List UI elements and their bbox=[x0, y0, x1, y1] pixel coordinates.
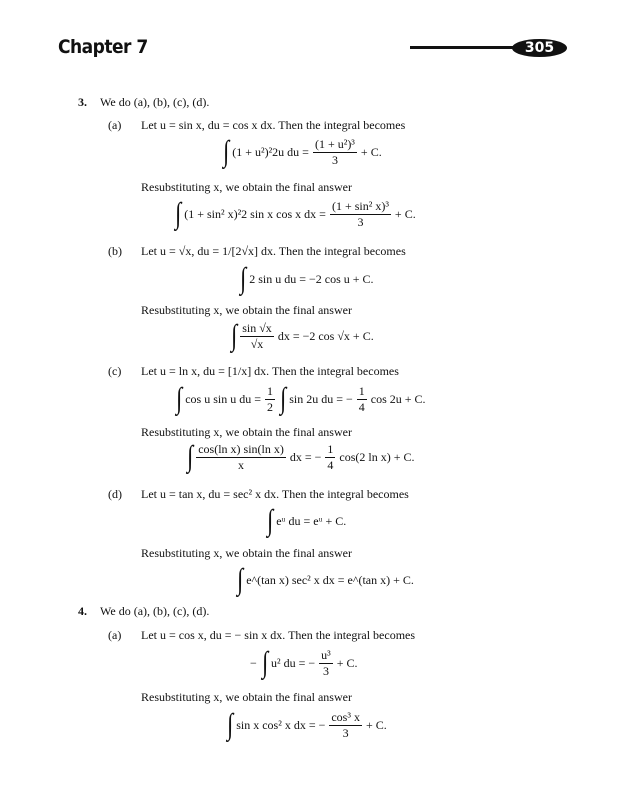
part-3a-text: Let u = sin x, du = cos x dx. Then the integral becomes bbox=[141, 118, 406, 132]
equation-lhs: (1 + sin² x)²2 sin x cos x dx = bbox=[184, 206, 326, 221]
fraction: $\frac{1}{4}$ bbox=[327, 441, 334, 472]
equation-tail: + C. bbox=[336, 655, 358, 670]
fraction: $\frac{1}{4}$ bbox=[358, 383, 365, 414]
problem-3-number: 3. bbox=[78, 95, 87, 109]
integral-sign: ∫ bbox=[187, 440, 194, 473]
integral-sign: ∫ bbox=[175, 197, 182, 230]
fraction: $\frac{\text{(1 + sin² x)³}}{3}$ bbox=[331, 198, 389, 229]
equation-tail: cos(2 ln x) + C. bbox=[339, 449, 415, 464]
equation-4a-1 bbox=[250, 648, 358, 678]
equation-3b-1 bbox=[239, 264, 374, 294]
equation-3b-2 bbox=[230, 321, 374, 351]
equation-tail: + C. bbox=[360, 144, 382, 159]
part-3d-resub: Resubstituting x, we obtain the final answer bbox=[141, 546, 352, 560]
page-number-badge: 305 bbox=[512, 39, 567, 57]
equation-lhs: sin x cos² x dx = − bbox=[236, 717, 326, 732]
problem-3-intro: We do (a), (b), (c), (d). bbox=[100, 95, 210, 109]
equation-3a-2 bbox=[174, 199, 416, 229]
integral-sign: ∫ bbox=[227, 708, 234, 741]
part-3b-resub: Resubstituting x, we obtain the final answer bbox=[141, 303, 352, 317]
equation-tail: cos 2u + C. bbox=[370, 391, 426, 406]
equation-body: e^(tan x) sec² x dx = e^(tan x) + C. bbox=[246, 572, 414, 587]
integral-sign: ∫ bbox=[240, 262, 247, 295]
equation-lhs: cos u sin u du = bbox=[185, 391, 261, 406]
equation-3d-1 bbox=[266, 506, 346, 536]
equation-body: eᵘ du = eᵘ + C. bbox=[276, 513, 347, 528]
part-3c-label: (c) bbox=[108, 364, 122, 378]
part-3d-label: (d) bbox=[108, 487, 122, 501]
equation-tail: + C. bbox=[365, 717, 387, 732]
chapter-title: Chapter 7 bbox=[58, 36, 148, 58]
equation-mid: sin 2u du = − bbox=[289, 391, 353, 406]
part-4a-label: (a) bbox=[108, 628, 122, 642]
part-3d-text: Let u = tan x, du = sec² x dx. Then the integral becomes bbox=[141, 487, 409, 501]
equation-3a-1 bbox=[222, 137, 382, 167]
fraction: $\frac{\text{cos³ x}}{3}$ bbox=[331, 709, 360, 740]
equation-mid: dx = − bbox=[289, 449, 322, 464]
fraction: $\frac{\text{(1 + u²)³}}{3}$ bbox=[314, 136, 355, 167]
integral-sign: ∫ bbox=[176, 382, 183, 415]
integral-sign: ∫ bbox=[237, 563, 244, 596]
fraction: $\frac{1}{2}$ bbox=[267, 383, 273, 414]
equation-3d-2 bbox=[236, 565, 414, 595]
part-3a-resub: Resubstituting x, we obtain the final answer bbox=[141, 180, 352, 194]
equation-lhs: u² du = − bbox=[271, 655, 316, 670]
part-4a-text: Let u = cos x, du = − sin x dx. Then the integral becomes bbox=[141, 628, 416, 642]
equation-tail: + C. bbox=[394, 206, 416, 221]
equation-tail: dx = −2 cos √x + C. bbox=[277, 328, 374, 343]
equation-3c-2 bbox=[186, 442, 415, 472]
integral-sign: ∫ bbox=[231, 319, 238, 352]
equation-lhs: (1 + u²)²2u du = bbox=[232, 144, 309, 159]
part-3c-text: Let u = ln x, du = [1/x] dx. Then the integral becomes bbox=[141, 364, 399, 378]
integral-sign: ∫ bbox=[280, 382, 287, 415]
problem-4-number: 4. bbox=[78, 604, 87, 618]
part-4a-resub: Resubstituting x, we obtain the final answer bbox=[141, 690, 352, 704]
part-3a-label: (a) bbox=[108, 118, 122, 132]
equation-sign: − bbox=[250, 655, 257, 670]
fraction: $\frac{\sin √x}{√x}$ bbox=[242, 320, 272, 351]
equation-4a-2 bbox=[226, 710, 387, 740]
part-3b-label: (b) bbox=[108, 244, 122, 258]
integral-sign: ∫ bbox=[223, 135, 230, 168]
equation-3c-1 bbox=[175, 384, 426, 414]
fraction: $\frac{\text{u³}}{3}$ bbox=[321, 647, 331, 678]
equation-body: 2 sin u du = −2 cos u + C. bbox=[249, 271, 374, 286]
problem-4-intro: We do (a), (b), (c), (d). bbox=[100, 604, 210, 618]
integral-sign: ∫ bbox=[261, 646, 268, 679]
header-rule bbox=[410, 46, 520, 49]
part-3c-resub: Resubstituting x, we obtain the final answer bbox=[141, 425, 352, 439]
part-3b-text: Let u = √x, du = 1/[2√x] dx. Then the integral becomes bbox=[141, 244, 406, 258]
fraction: $\frac{\text{cos(ln x) sin(ln x)}}{x}$ bbox=[198, 441, 284, 472]
integral-sign: ∫ bbox=[267, 504, 274, 537]
